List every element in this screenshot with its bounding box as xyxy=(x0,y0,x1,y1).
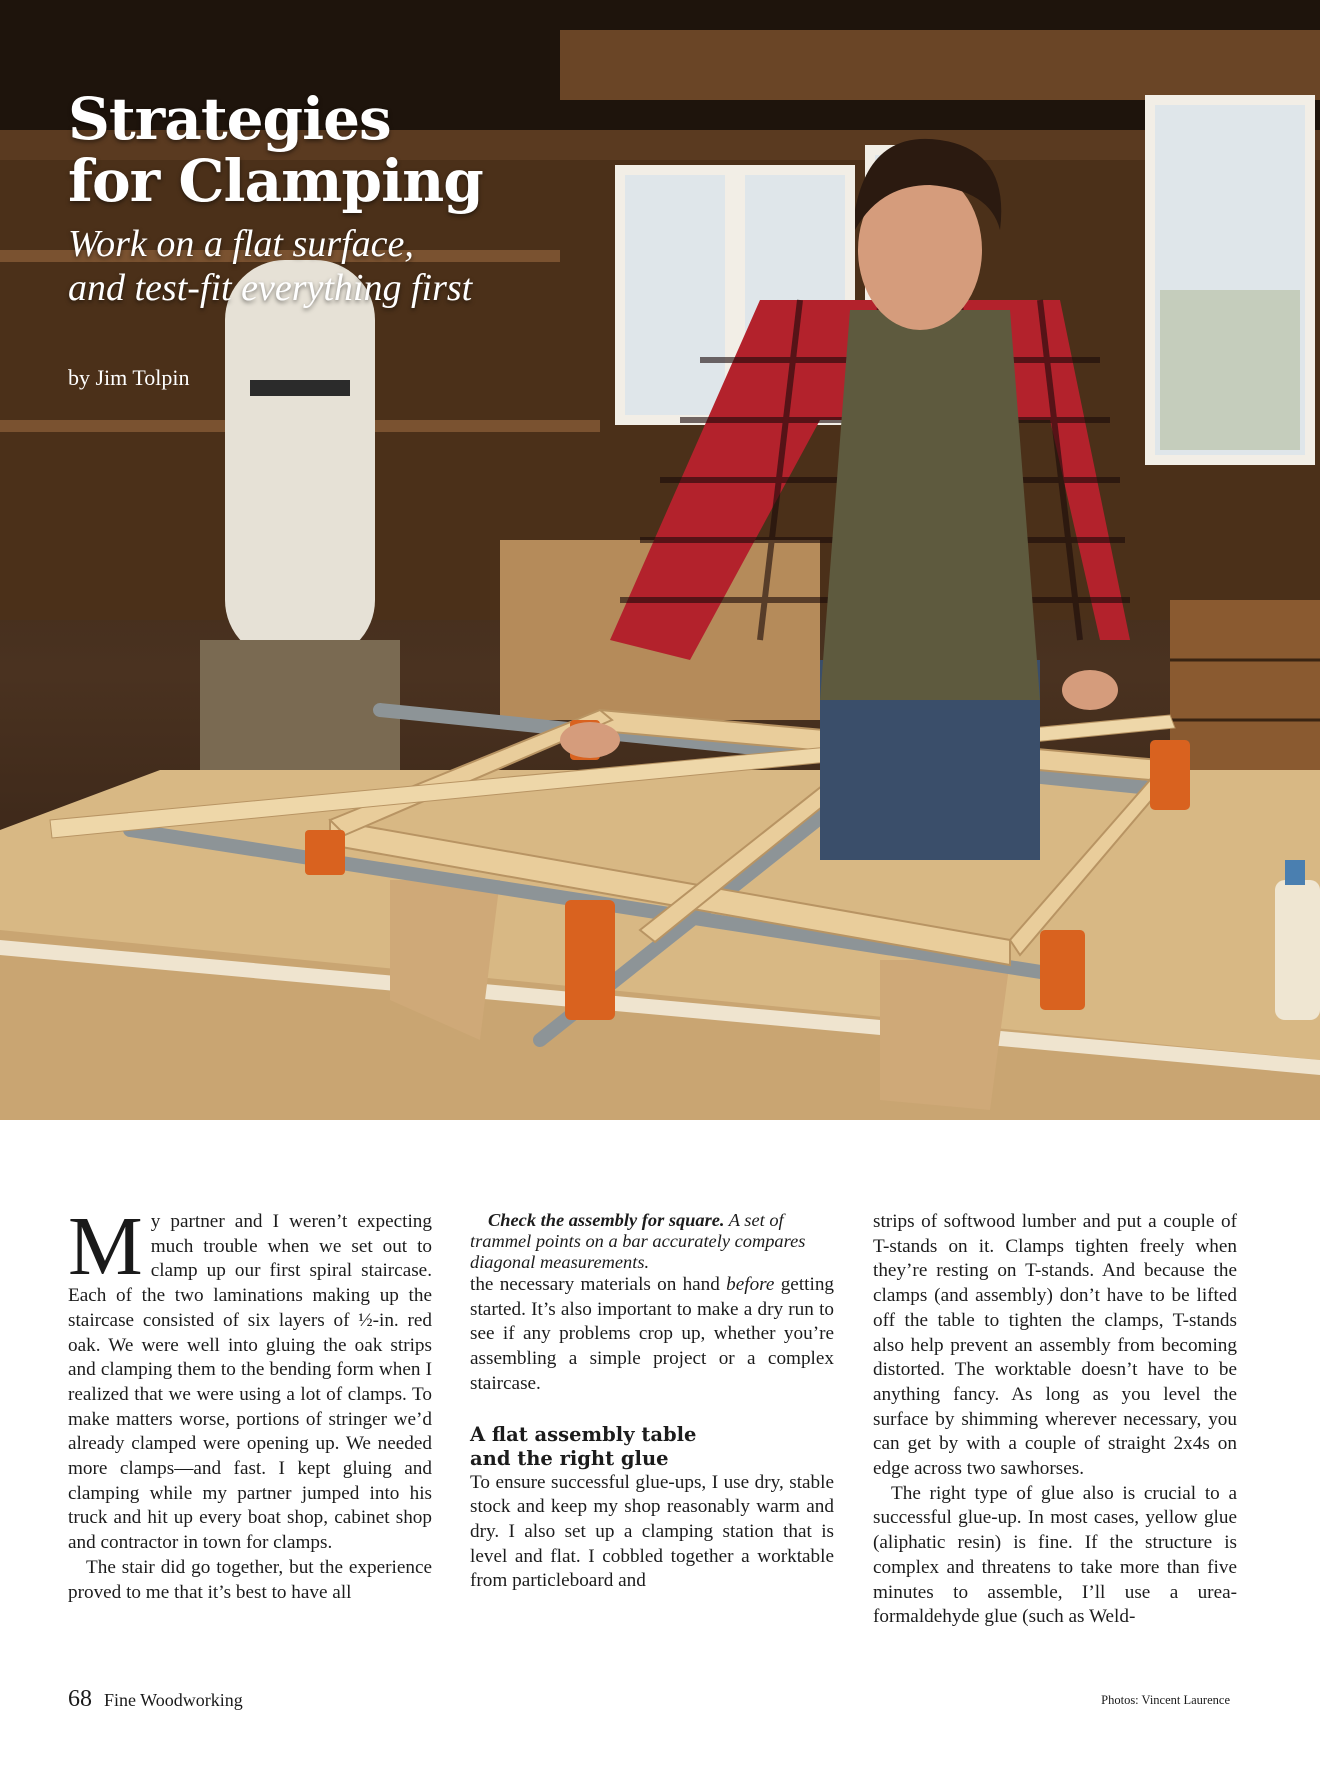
paragraph-6: The right type of glue also is crucial to a successful glue-up. In most cases, yellow glue (aliphatic resin) is fine. If the structure is complex and threatens to take more than five minutes to assemble, I’ll use a urea-formaldehyde glue (such as Weld- xyxy=(873,1482,1237,1628)
article-title xyxy=(68,85,483,215)
subhead-line-2: and the right glue xyxy=(470,1446,669,1470)
page-number: 68 xyxy=(68,1686,92,1712)
paragraph-3-a: the necessary materials on hand xyxy=(470,1274,727,1295)
section-subhead xyxy=(470,1423,834,1471)
paragraph-5: strips of softwood lumber and put a couple of T-stands on it. Clamps tighten freely when they’re resting on T-stands. And because the clamps (and assembly) don’t have to be lifted off the table to tighten the clamps, T-stands also help prevent an assembly from becoming distorted. The worktable doesn’t have to be anything fancy. As long as you level the surface by shimming wherever necessary, you can get by with a couple of straight 2x4s on edge across two sawhorses. xyxy=(873,1211,1237,1480)
photo-credit: Photos: Vincent Laurence xyxy=(1101,1693,1230,1707)
photo-caption xyxy=(470,1210,834,1273)
paragraph-3-b: getting started. It’s also important to make a dry run to see if any problems crop up, whether you’re assembling a simple project or a complex staircase. xyxy=(470,1274,835,1394)
subtitle-line-1: Work on a flat surface, xyxy=(68,223,414,265)
column-2 xyxy=(470,1210,834,1594)
paragraph-3 xyxy=(470,1273,834,1397)
paragraph-1 xyxy=(68,1200,432,1556)
paragraph-2: The stair did go together, but the experience proved to me that it’s best to have all xyxy=(68,1556,432,1603)
title-line-1: Strategies xyxy=(68,85,391,153)
byline: by Jim Tolpin xyxy=(68,365,190,390)
drop-cap: M xyxy=(68,1200,143,1293)
title-line-2: for Clamping xyxy=(68,147,483,215)
subtitle-line-2: and test-fit everything first xyxy=(68,267,473,309)
paragraph-1-text: y partner and I weren’t expecting much trouble when we set out to clamp up our first spiral staircase. Each of the two laminations making up the staircase consisted of six layers of ½-in. red oak. We were well into gluing the oak strips and clamping them to the bending form when I realized that we were using a lot of clamps. To make matters worse, portions of stringer we’d already clamped were opening up. We needed more clamps—and fast. I kept gluing and clamping while my partner jumped into his truck and hit up every boat shop, cabinet shop and contractor in town for clamps. xyxy=(68,1211,432,1554)
column-3 xyxy=(873,1210,1237,1630)
subhead-line-1: A flat assembly table xyxy=(470,1422,697,1446)
caption-lead: Check the assembly for square. xyxy=(488,1210,725,1230)
caption-text: A set of trammel points on a bar accurately compares diagonal measurements. xyxy=(470,1210,806,1272)
page-footer xyxy=(68,1686,243,1713)
column-1 xyxy=(68,1200,432,1605)
article-subtitle xyxy=(68,222,472,310)
magazine-name: Fine Woodworking xyxy=(104,1690,243,1710)
paragraph-3-emphasis: before xyxy=(726,1274,775,1295)
paragraph-4: To ensure successful glue-ups, I use dry, stable stock and keep my shop reasonably warm and dry. I also set up a clamping station that is level and flat. I cobbled together a worktable from particleboard and xyxy=(470,1471,834,1592)
